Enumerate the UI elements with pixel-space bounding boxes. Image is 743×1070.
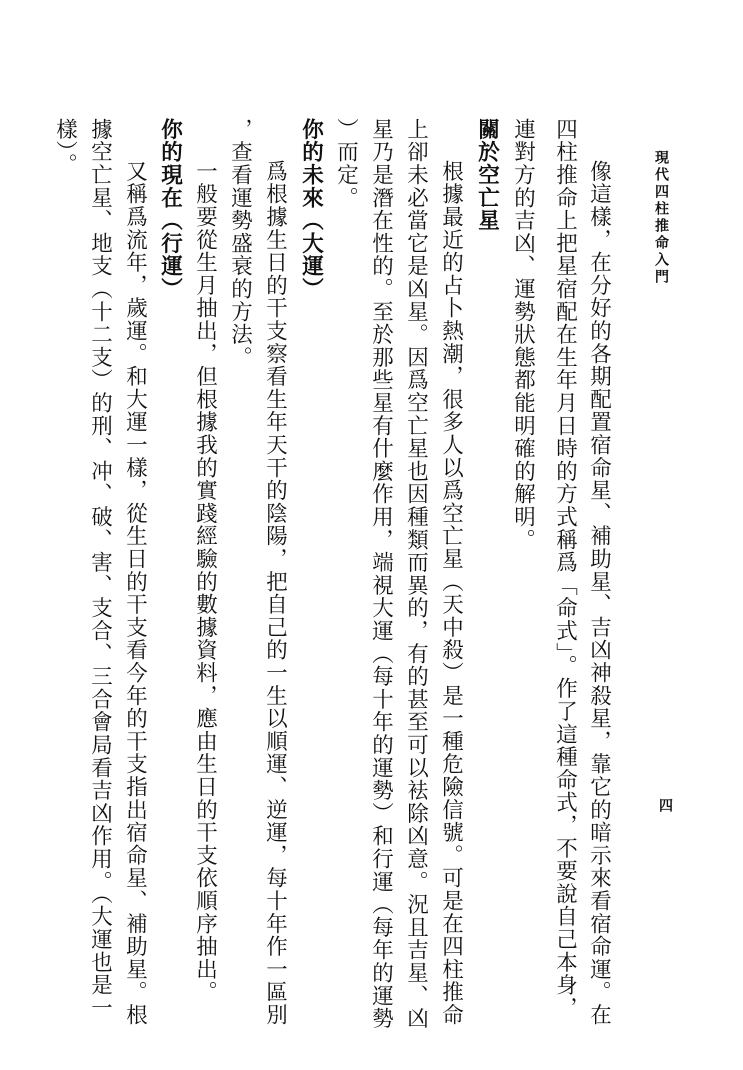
text-line: 星乃是潛在性的。至於那些星有什麼作用，端視大運（每十年的運勢）和行運（每年的運勢: [368, 118, 394, 1030]
text-line: ）而定。: [333, 118, 359, 210]
text-line: 四柱推命上把星宿配在生年月日時的方式稱爲「命式」。作了這種命式，不要說自己本身，: [552, 118, 578, 1020]
section-heading: 關於空亡星: [474, 118, 500, 232]
text-line: 根據最近的占卜熱潮，很多人以爲空亡星（天中殺）是一種危險信號。可是在四柱推命: [438, 160, 464, 1027]
text-line: 據空亡星、地支（十二支）的刑、冲、破、害、支合、三合會局看吉凶作用。（大運也是一: [87, 118, 113, 1020]
text-line: 像這樣，在分好的各期配置宿命星、補助星、吉凶神殺星，靠它的暗示來看宿命運。在: [586, 160, 612, 1027]
text-line: 爲根據生日的干支察看生年天干的陰陽，把自己的一生以順運、逆運，每十年作一區別: [262, 160, 288, 1027]
section-heading: 你的現在（行運）: [157, 118, 183, 301]
text-line: 連對方的吉凶、運勢狀態都能明確的解明。: [510, 118, 536, 552]
text-line: 又稱爲流年，歲運。和大運一樣，從生日的干支看今年的干支指出宿命星、補助星。根: [122, 160, 148, 1027]
text-line: ，查看運勢盛衰的方法。: [227, 118, 253, 369]
text-line: 樣）。: [52, 118, 78, 176]
section-heading: 你的未來（大運）: [298, 118, 324, 301]
running-title: 現代四柱推命入門: [653, 150, 669, 286]
text-line: 一般要從生月抽出，但根據我的實踐經驗的數據資料，應由生日的干支依順序抽出。: [192, 160, 218, 1004]
text-line: 上卻未必當它是凶星。因爲空亡星也因種類而異的，有的甚至可以袪除凶意。況且吉星、凶: [403, 118, 429, 1030]
page-number: 四: [657, 798, 673, 812]
